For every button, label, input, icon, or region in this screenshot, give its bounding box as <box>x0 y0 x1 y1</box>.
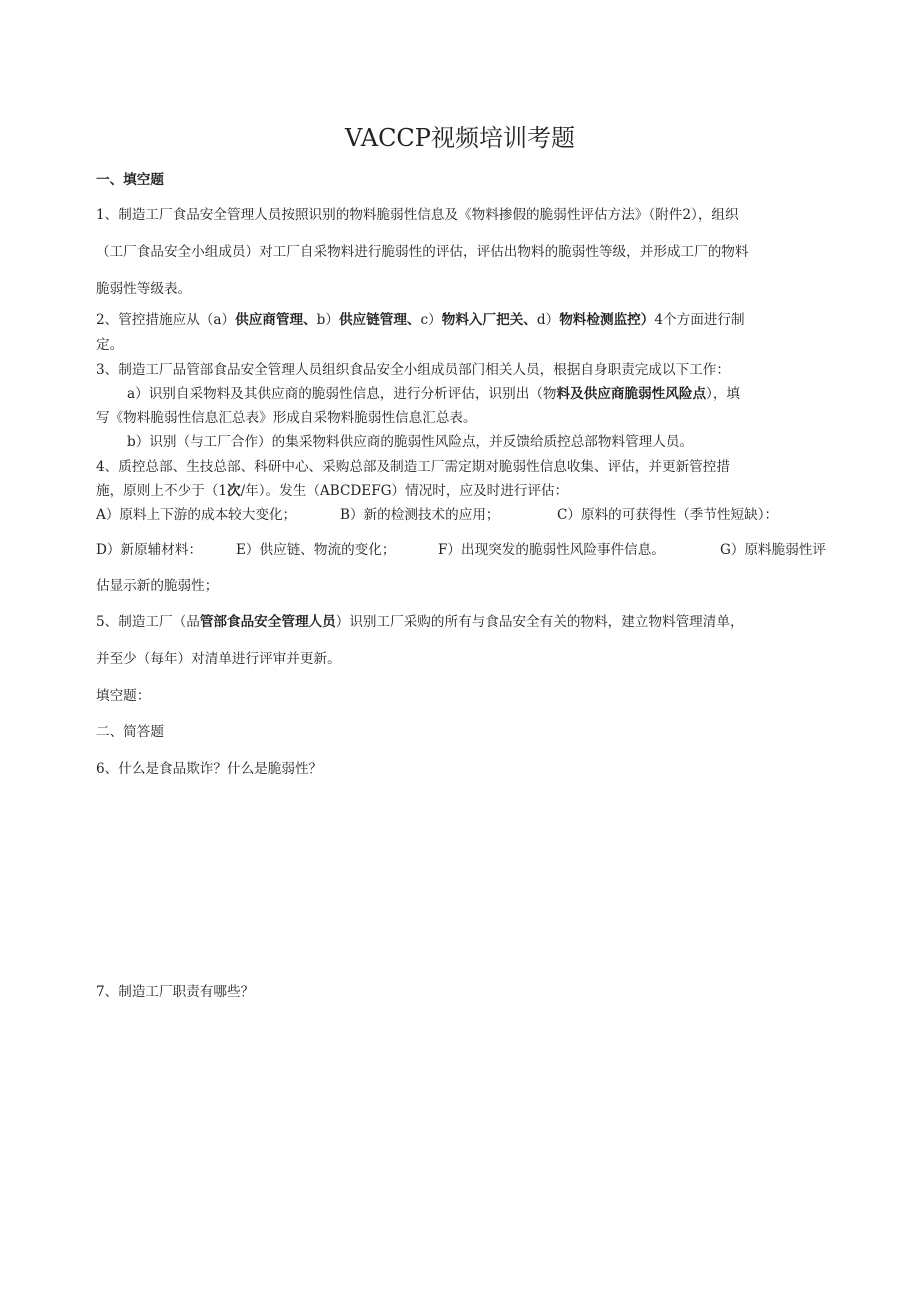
q5-text-1: 5、制造工厂（品 <box>96 614 200 630</box>
q1-line-2: （工厂食品安全小组成员）对工厂自采物料进行脆弱性的评估，评估出物料的脆弱性等级，并形成工厂的物料 <box>96 244 749 260</box>
q2-answer-a: 供应商管理、 <box>235 312 317 328</box>
q2-text-4: d） <box>536 312 560 328</box>
q5-line-1 <box>96 612 744 632</box>
q4-text-2: /年）。发生（ABCDEFG）情况时，应及时进行评估： <box>240 483 569 499</box>
q4-answer: 次 <box>227 483 241 499</box>
q2-answer-c: 物料入厂把关、 <box>441 312 537 328</box>
q4-option-f: F）出现突发的脆弱性风险事件信息。 <box>438 542 665 558</box>
q2-text-1: 2、管控措施应从（a） <box>96 312 236 328</box>
q2-line-2: 定。 <box>96 337 124 353</box>
q4-line-2 <box>96 481 568 501</box>
q4-option-e: E）供应链、物流的变化； <box>236 542 396 558</box>
q1-line-3: 脆弱性等级表。 <box>96 281 192 297</box>
q6-question: 6、什么是食品欺诈？什么是脆弱性？ <box>96 761 323 777</box>
q2-text-3: c） <box>420 312 442 328</box>
q4-text-1: 施，原则上不少于（1 <box>96 483 227 499</box>
q2-line-1 <box>96 310 745 330</box>
q2-text-2: b） <box>316 312 339 328</box>
q4-option-b: B）新的检测技术的应用； <box>340 507 500 523</box>
fill-label: 填空题： <box>96 688 151 704</box>
q4-line-1: 4、质控总部、生技总部、科研中心、采购总部及制造工厂需定期对脆弱性信息收集、评估，并更新管控措 <box>96 459 730 475</box>
q3-a-text-end: ），填 <box>706 386 741 402</box>
q4-line-4: 估显示新的脆弱性； <box>96 578 219 594</box>
q5-text-2: ）识别工厂采购的所有与食品安全有关的物料，建立物料管理清单， <box>335 614 744 630</box>
section-heading-short-answer: 二、简答题 <box>96 724 164 740</box>
q3-line-1: 3、制造工厂品管部食品安全管理人员组织食品安全小组成员部门相关人员，根据自身职责完成以下工作： <box>96 362 730 378</box>
q5-answer: 管部食品安全管理人员 <box>199 614 336 630</box>
q5-line-2: 并至少（每年）对清单进行评审并更新。 <box>96 651 341 667</box>
q3-a-answer: 料及供应商脆弱性风险点 <box>556 386 707 402</box>
q2-answer-d: 物料检测监控） <box>559 312 655 328</box>
q4-option-g: G）原料脆弱性评 <box>720 542 827 558</box>
q4-option-d: D）新原辅材料： <box>96 542 203 558</box>
q2-answer-b: 供应链管理、 <box>338 312 421 328</box>
q4-option-c: C）原料的可获得性（季节性短缺）： <box>557 507 779 523</box>
q7-question: 7、制造工厂职责有哪些？ <box>96 984 255 1000</box>
q4-option-a: A）原料上下游的成本较大变化； <box>96 507 297 523</box>
page-title: VACCP视频培训考题 <box>345 124 575 152</box>
q2-text-5: 4个方面进行制 <box>654 312 745 328</box>
section-heading-fill-in: 一、填空题 <box>96 172 164 188</box>
q3-a-text: a）识别自采物料及其供应商的脆弱性信息，进行分析评估，识别出（物 <box>127 386 557 402</box>
q3-item-a <box>127 384 740 404</box>
q1-line-1: 1、制造工厂食品安全管理人员按照识别的物料脆弱性信息及《物料掺假的脆弱性评估方法》（附件2），组织 <box>96 207 739 223</box>
q3-item-a-line-2: 写《物料脆弱性信息汇总表》形成自采物料脆弱性信息汇总表。 <box>96 410 477 426</box>
q3-item-b: b）识别（与工厂合作）的集采物料供应商的脆弱性风险点，并反馈给质控总部物料管理人员。 <box>127 434 694 450</box>
